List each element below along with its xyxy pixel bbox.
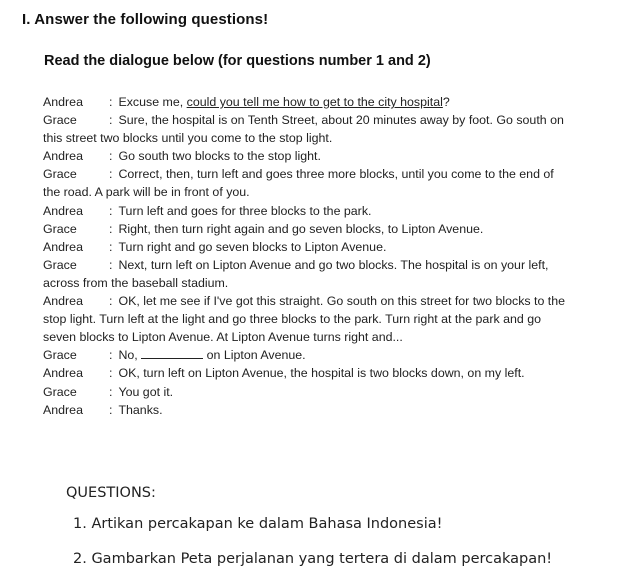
dialogue-text: Turn right and go seven blocks to Lipton Avenue.	[118, 239, 387, 254]
dialogue-text: Excuse me,	[118, 95, 187, 109]
dialogue-line: Andrea : Go south two blocks to the stop light.	[43, 147, 633, 165]
speaker-name: Grace	[43, 348, 77, 363]
speaker-name: Andrea	[43, 239, 83, 254]
dialogue-text: Turn left and goes for three blocks to the park.	[118, 203, 372, 218]
dialogue-line: Grace : Right, then turn right again and go seven blocks, to Lipton Avenue.	[43, 220, 633, 238]
dialogue-text: No,	[118, 348, 142, 363]
dialogue-continuation: seven blocks to Lipton Avenue. At Lipton Avenue turns right and...	[43, 330, 403, 345]
speaker-name: Andrea	[43, 149, 83, 164]
speaker-name: Grace	[43, 167, 77, 182]
dialogue-text: Thanks.	[118, 402, 163, 417]
speaker-name: Grace	[43, 257, 77, 272]
dialogue-text: Go south two blocks to the stop light.	[118, 149, 321, 164]
dialogue-text: ?	[442, 95, 450, 109]
dialogue-text: Sure, the hospital is on Tenth Street, about 20 minutes away by foot. Go south on	[118, 113, 564, 128]
section-heading: I. Answer the following questions!	[22, 11, 269, 28]
dialogue-line: Grace : Sure, the hospital is on Tenth Street, about 20 minutes away by foot. Go south on	[43, 111, 633, 129]
dialogue-text: You got it.	[118, 384, 174, 399]
instruction-subheading: Read the dialogue below (for questions number 1 and 2)	[44, 53, 431, 69]
speaker-name: Andrea	[43, 402, 83, 417]
questions-title: QUESTIONS:	[66, 485, 156, 501]
dialogue-line: Andrea : Turn left and goes for three blocks to the park.	[43, 202, 633, 220]
speaker-name: Andrea	[43, 203, 83, 218]
dialogue-block	[43, 93, 633, 419]
dialogue-text: OK, turn left on Lipton Avenue, the hospital is two blocks down, on my left.	[118, 366, 525, 381]
dialogue-text: Right, then turn right again and go seven blocks, to Lipton Avenue.	[118, 221, 484, 236]
dialogue-continuation: across from the baseball stadium.	[43, 275, 229, 290]
dialogue-text: OK, let me see if I've got this straight. Go south on this street for two blocks to the	[118, 294, 566, 309]
question-2: 2. Gambarkan Peta perjalanan yang tertera di dalam percakapan!	[73, 551, 553, 567]
speaker-name: Andrea	[43, 366, 83, 381]
dialogue-line: Andrea : OK, turn left on Lipton Avenue, the hospital is two blocks down, on my left.	[43, 364, 633, 382]
speaker-name: Andrea	[43, 294, 83, 309]
speaker-name: Grace	[43, 113, 77, 128]
dialogue-text: on Lipton Avenue.	[203, 348, 306, 363]
dialogue-line: Andrea : Turn right and go seven blocks to Lipton Avenue.	[43, 238, 633, 256]
speaker-name: Grace	[43, 221, 77, 236]
underlined-question: could you tell me how to get to the city hospital	[186, 95, 443, 109]
speaker-name: Andrea	[43, 95, 83, 109]
dialogue-continuation: this street two blocks until you come to the stop light.	[43, 131, 333, 146]
dialogue-line: Andrea : Thanks.	[43, 401, 633, 419]
dialogue-line: Andrea : Excuse me, could you tell me how to get to the city hospital?	[43, 93, 633, 111]
dialogue-line: Grace : Next, turn left on Lipton Avenue and go two blocks. The hospital is on your left,	[43, 256, 633, 274]
dialogue-continuation: the road. A park will be in front of you.	[43, 185, 250, 200]
dialogue-line: Grace : You got it.	[43, 383, 633, 401]
dialogue-line: Grace : No, on Lipton Avenue.	[43, 346, 633, 364]
dialogue-line: Andrea : OK, let me see if I've got this straight. Go south on this street for two blocks to the	[43, 292, 633, 310]
fill-in-blank	[141, 348, 203, 359]
dialogue-text: Next, turn left on Lipton Avenue and go two blocks. The hospital is on your left,	[118, 257, 549, 272]
dialogue-text: Correct, then, turn left and goes three more blocks, until you come to the end of	[118, 167, 554, 182]
dialogue-continuation: stop light. Turn left at the light and go three blocks to the park. Turn right at the park and go	[43, 312, 541, 327]
dialogue-line: Grace : Correct, then, turn left and goes three more blocks, until you come to the end of	[43, 165, 633, 183]
question-1: 1. Artikan percakapan ke dalam Bahasa Indonesia!	[73, 516, 443, 532]
speaker-name: Grace	[43, 384, 77, 399]
